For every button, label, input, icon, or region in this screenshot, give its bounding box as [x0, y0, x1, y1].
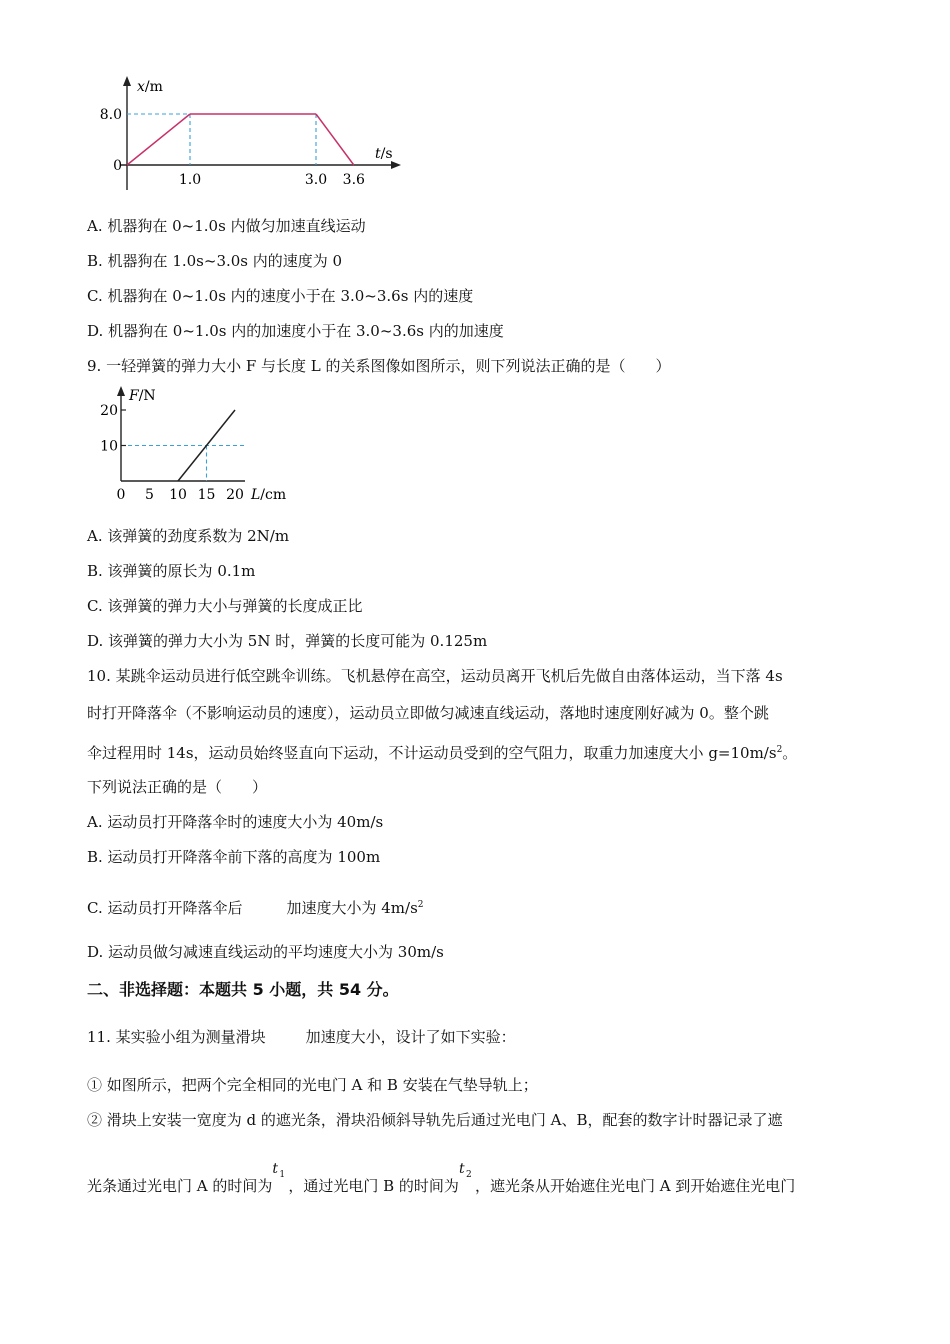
q10-stem-line-1: 10. 某跳伞运动员进行低空跳伞训练。飞机悬停在高空，运动员离开飞机后先做自由落体运动，当下落 4s: [87, 667, 783, 685]
q8-option-d: D. 机器狗在 0~1.0s 内的加速度小于在 3.0~3.6s 内的加速度: [87, 322, 504, 340]
q9-option-a: A. 该弹簧的劲度系数为 2N/m: [87, 527, 290, 545]
series-segment: [127, 114, 190, 165]
f-l-graph: [95, 384, 305, 506]
q8-option-c: C. 机器狗在 0~1.0s 内的速度小于在 3.0~3.6s 内的速度: [87, 287, 474, 305]
q10-stem-line-3: 伞过程用时 14s，运动员始终竖直向下运动，不计运动员受到的空气阻力，取重力加速度大小 $g=10m/s^2$。: [87, 744, 798, 762]
f-l-graph-plot: [100, 386, 286, 503]
y-tick-label: 20: [100, 403, 118, 419]
q8-option-b: B. 机器狗在 1.0s~3.0s 内的速度为 0: [87, 252, 343, 270]
t1-symbol: t 1: [272, 1161, 286, 1180]
x-tick-label: 20: [226, 487, 244, 503]
x-tick-label: 3.6: [342, 172, 365, 188]
q10-option-b: B. 运动员打开降落伞前下落的高度为 100m: [87, 848, 381, 866]
squared-superscript: 2: [776, 745, 783, 755]
y-arrow: [117, 386, 125, 396]
x-axis-label: t/s: [375, 146, 393, 162]
q10-option-a: A. 运动员打开降落伞时的速度大小为 40m/s: [87, 813, 384, 831]
y-axis-label: x/m: [137, 79, 163, 95]
x-tick-label: 3.0: [304, 172, 328, 188]
x-t-graph-plot: [100, 76, 401, 190]
q11-step-1: ① 如图所示，把两个完全相同的光电门 A 和 B 安装在气垫导轨上；: [87, 1076, 538, 1094]
q10-stem-line-2: 时打开降落伞（不影响运动员的速度），运动员立即做匀减速直线运动，落地时速度刚好减为 0。整个跳: [87, 704, 769, 722]
q9-option-d: D. 该弹簧的弹力大小为 5N 时，弹簧的长度可能为 0.125m: [87, 632, 488, 650]
x-axis-label: L/cm: [251, 487, 287, 503]
x-t-graph: [95, 72, 415, 192]
q11-step-2: ② 滑块上安装一宽度为 d 的遮光条，滑块沿倾斜导轨先后通过光电门 A、B，配套的数字计时器记录了遮: [87, 1111, 783, 1129]
q11-step-3: 光条通过光电门 A 的时间为 t 1 ，通过光电门 B 的时间为 t 2 ，遮光条从开始遮住光电门 A 到开始遮住光电门: [87, 1161, 796, 1195]
q10-option-d: D. 运动员做匀减速直线运动的平均速度大小为 30m/s: [87, 943, 444, 961]
section-2-heading: 二、非选择题：本题共 5 小题，共 54 分。: [87, 980, 399, 999]
x-tick-label: 10: [169, 487, 187, 503]
y-arrow: [123, 76, 131, 86]
q9-option-b: B. 该弹簧的原长为 0.1m: [87, 562, 256, 580]
y-tick-label: 0: [113, 158, 122, 174]
squared-superscript: 2: [417, 900, 424, 910]
x-tick-label: 0: [116, 487, 126, 503]
q8-option-a: A. 机器狗在 0~1.0s 内做匀加速直线运动: [87, 217, 366, 235]
q10-option-c: C. 运动员打开降落伞后 加速度大小为 $4m/s^2$: [87, 899, 424, 917]
y-tick-label: 8.0: [99, 107, 122, 123]
series-segment: [316, 114, 354, 165]
x-arrow: [391, 161, 401, 169]
q9-option-c: C. 该弹簧的弹力大小与弹簧的长度成正比: [87, 597, 363, 615]
x-tick-label: 15: [197, 487, 216, 503]
x-tick-label: 5: [145, 487, 154, 503]
q10-stem-line-4: 下列说法正确的是（ ）: [87, 778, 268, 796]
x-tick-label: 1.0: [178, 172, 202, 188]
y-tick-label: 10: [100, 438, 118, 455]
q11-stem: 11. 某实验小组为测量滑块 加速度大小，设计了如下实验：: [87, 1028, 516, 1046]
q9-stem: 9. 一轻弹簧的弹力大小 F 与长度 L 的关系图像如图所示，则下列说法正确的是（ ）: [87, 357, 671, 375]
y-axis-label: F/N: [129, 388, 156, 404]
t2-symbol: t 2: [458, 1161, 472, 1180]
